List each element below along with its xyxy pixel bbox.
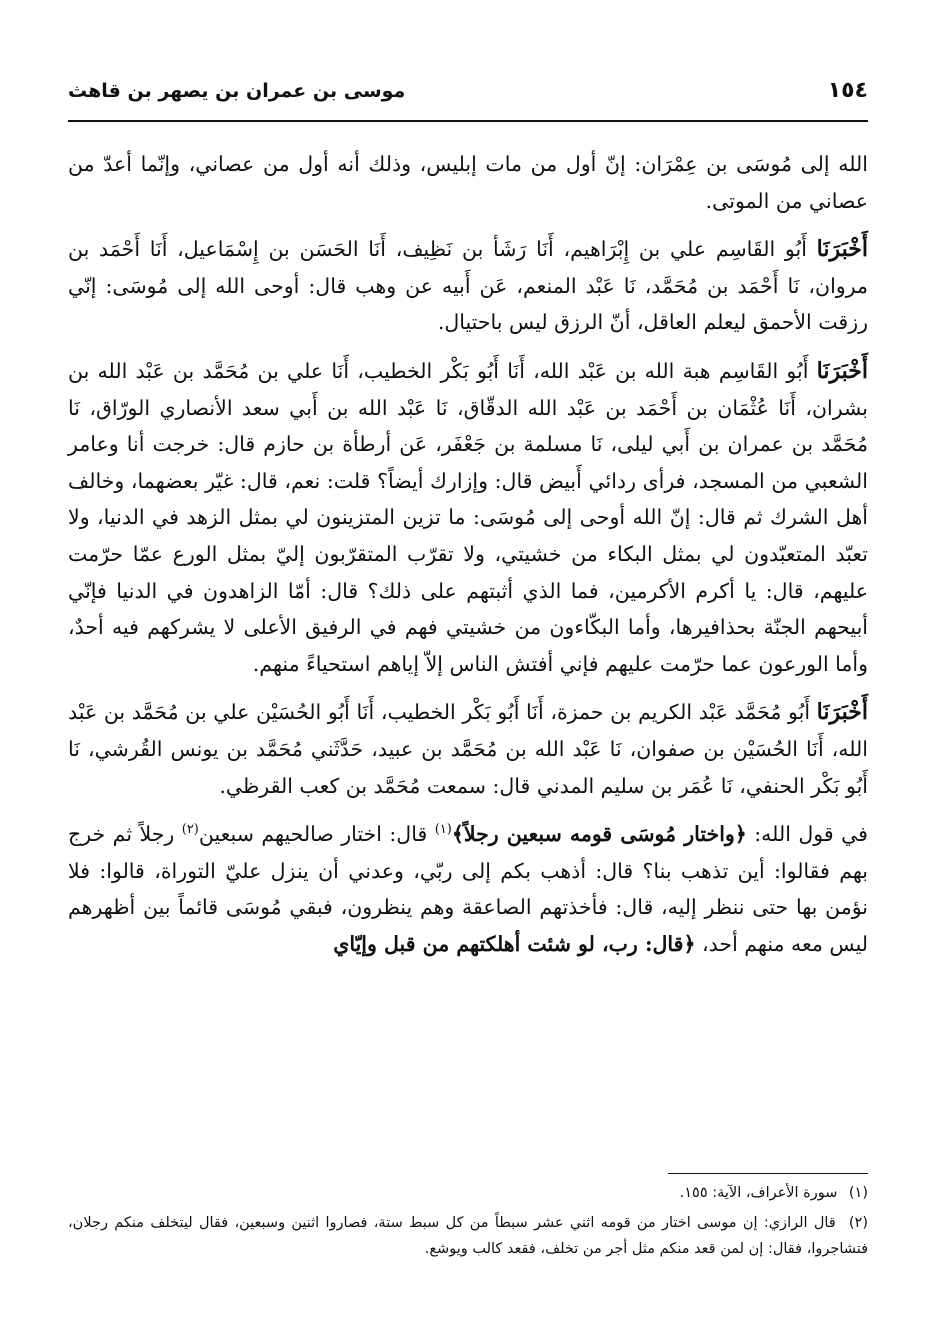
quran-verse-2: ﴿قال: رب، لو شئت أهلكتهم من قبل وإيّاي xyxy=(333,931,696,956)
running-title: موسى بن عمران بن يصهر بن قاهث xyxy=(68,80,406,102)
page-header xyxy=(68,76,868,116)
paragraph-lead-word: أَخْبَرَنَا xyxy=(816,699,868,726)
paragraph-text: أَبُو القَاسِم هبة الله بن عَبْد الله، أَنَا أَبُو بَكْر الخطيب، أَنَا علي بن مُحَمَّد بن عَبْد الله بن بشران، أَنَا عُثْمَان بن أَحْمَد بن عَبْد الله الدقّاق، نَا عَبْد الله بن أَبي سعد الأنصاري الورّاق، نَا مُحَمَّد بن عمران بن أَبي ليلى، نَا مسلمة بن جَعْفَر، عَن أرطأة بن حازم قال: خرجت أنا وعامر الشعبي من المسجد، فرأى ردائي أَبيض قال: وإزارك أيضاً؟ قلت: نعم، قال: غيّر بعضهما، وخالف أهل الشرك ثم قال: إنّ الله أوحى إلى مُوسَى: ما تزين المتزينون لي بمثل الزهد في الدنيا، ولا تعبّد المتعبّدون لي بمثل البكاء من خشيتي، ولا تقرّب المتقرّبون إليّ بمثل الورع عمّا حرّمت عليهم، قال: يا أكرم الأكرمين، فما الذي أثبتهم على ذلك؟ قال: أمّا الزاهدون في الدنيا فإنّي أبيحهم الجنّة بحذافيرها، وأما البكّاءون من خشيتي فهم في الرفيق الأعلى لا يشركهم فيه أحدٌ، وأما الورعون عما حرّمت عليهم فإني أفتش الناس إلاّ إياهم استحياءً منهم. xyxy=(68,358,868,676)
paragraph-5 xyxy=(68,816,868,962)
page-number: ١٥٤ xyxy=(827,78,868,103)
header-divider xyxy=(68,120,868,122)
paragraph-text: أَبُو القَاسِم علي بن إِبْرَاهيم، أَنَا رَشَأ بن نَظِيف، أَنَا الحَسَن بن إِسْمَاعيل، أَنَا أَحْمَد بن مروان، نَا أَحْمَد بن مُحَمَّد، نَا عَبْد المنعم، عَن أَبيه عن وهب قال: أوحى الله إلى مُوسَى: إنّي رزقت الأحمق ليعلم العاقل، أنّ الرزق ليس باحتيال. xyxy=(68,237,868,335)
footnote-number: (٢) xyxy=(848,1215,869,1231)
footnote-number: (١) xyxy=(848,1185,868,1201)
paragraph-intro: في قول الله: xyxy=(746,822,868,847)
paragraph-1 xyxy=(68,146,868,219)
paragraph-lead-word: أَخْبَرَنَا xyxy=(816,236,868,263)
paragraph-lead-word: أَخْبَرَنَا xyxy=(816,357,868,384)
footnote-text: قال الرازي: إن موسى اختار من قومه اثني عشر سبطاً من كل سبط ستة، فصاروا اثنين وسبعين، فقال ليتخلف منكم رجلان، فتشاجروا، فقال: إن لمن قعد منكم مثل أجر من تخلف، فقعد كالب ويوشع. xyxy=(68,1215,868,1257)
paragraph-text: أَبُو مُحَمَّد عَبْد الكريم بن حمزة، أَنَا أَبُو بَكْر الخطيب، أَنَا أَبُو الحُسَيْن علي بن مُحَمَّد بن عَبْد الله، أَنَا الحُسَيْن بن صفوان، نَا عَبْد الله بن مُحَمَّد بن عبيد، حَدَّثَني مُحَمَّد بن يونس القُرشي، نَا أَبُو بَكْر الحنفي، نَا عُمَر بن سليم المدني قال: سمعت مُحَمَّد بن كعب القرظي. xyxy=(68,700,868,798)
footnote-ref-2[interactable]: (٢) xyxy=(181,822,199,838)
footnote-text: سورة الأعراف، الآية: ١٥٥. xyxy=(679,1185,838,1201)
quran-verse-1: ﴿واختار مُوسَى قومه سبعين رجلاً﴾ xyxy=(451,822,747,847)
footnote-divider xyxy=(668,1173,868,1174)
paragraph-3 xyxy=(68,353,868,682)
paragraph-text: الله إلى مُوسَى بن عِمْرَان: إنّ أول من مات إبليس، وذلك أنه أول من عصاني، وإنّما أعدّ من عصاني من الموتى. xyxy=(68,152,868,213)
footnote-2 xyxy=(68,1210,868,1262)
paragraph-middle: قال: اختار صالحيهم سبعين xyxy=(198,822,435,847)
footnote-ref-1[interactable]: (١) xyxy=(434,822,452,838)
paragraph-4 xyxy=(68,694,868,804)
paragraph-2 xyxy=(68,231,868,341)
paragraph-rest: رجلاً ثم خرج بهم فقالوا: أين تذهب بنا؟ قال: أذهب بكم إلى ربّي، وعدني أن ينزل عليّ التوراة، قالوا: فلا نؤمن بها حتى ننظر إليه، قال: فأخذتهم الصاعقة وهم ينظرون، فبقي مُوسَى قائماً بين أظهرهم ليس معه منهم أحد، xyxy=(68,822,868,956)
footnote-1 xyxy=(68,1180,868,1206)
main-text xyxy=(68,146,868,974)
footnotes xyxy=(68,1180,868,1266)
